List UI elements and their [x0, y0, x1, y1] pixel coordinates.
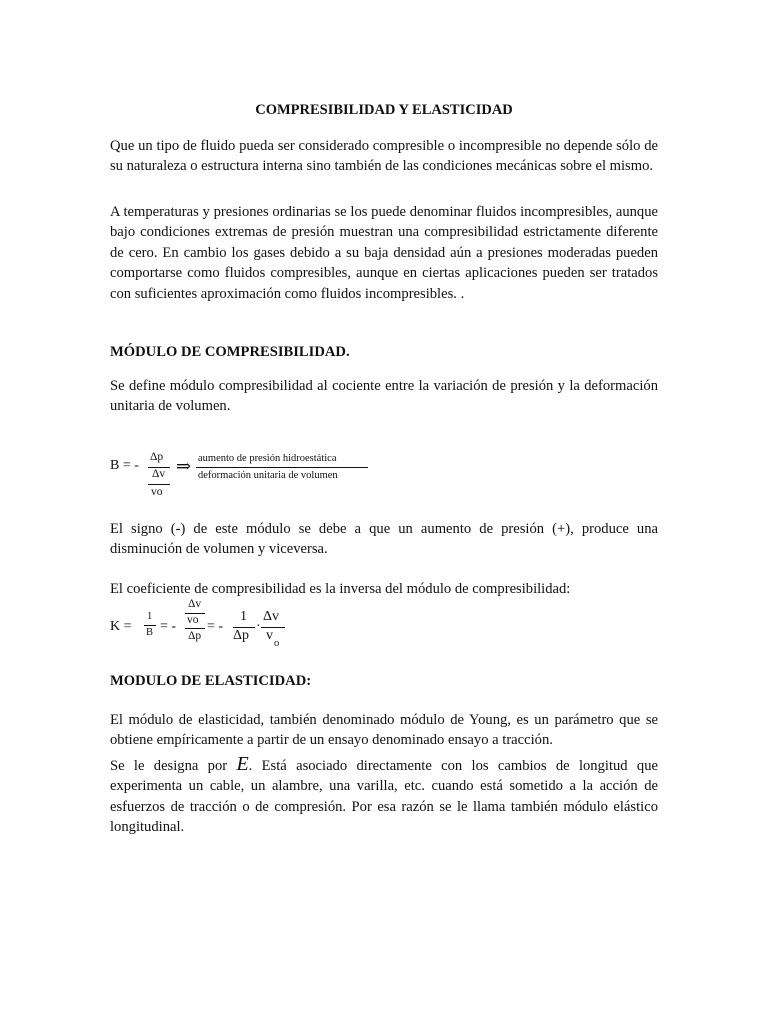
section-heading-compresibilidad: MÓDULO DE COMPRESIBILIDAD.: [110, 344, 350, 360]
eq-k-f1-den: B: [146, 627, 154, 638]
eq-k-f1-num: 1: [147, 611, 153, 622]
eq-b-text-numerator: aumento de presión hidroestática: [198, 453, 337, 464]
elasticity-paragraph-1: El módulo de elasticidad, también denominado módulo de Young, es un parámetro que se obtiene empíricamente a partir de un ensayo denominado ensayo a tracción.: [110, 712, 658, 749]
eq-k-lhs: K =: [110, 619, 132, 634]
eq-k-dot: ·: [256, 619, 261, 634]
eq-b-inner-bar: [148, 484, 170, 485]
eq-k-equals-1: = -: [160, 619, 177, 634]
eq-b-den-top: Δv: [152, 468, 166, 480]
coefficient-note: El coeficiente de compresibilidad es la inversa del módulo de compresibilidad:: [110, 581, 571, 597]
eq-k-f3-num: 1: [240, 609, 247, 624]
definition-paragraph: Se define módulo compresibilidad al cociente entre la variación de presión y la deformación unitaria de volumen.: [110, 378, 658, 415]
eq-b-text-denominator: deformación unitaria de volumen: [198, 470, 338, 481]
eq-k-f2-num-top: Δv: [188, 598, 202, 610]
eq-k-f4-bar: [261, 627, 285, 628]
elasticity-paragraph-2: [110, 753, 658, 838]
eq-b-den-bottom: vo: [151, 486, 163, 498]
intro-paragraph-1: Que un tipo de fluido pueda ser considerado compresible o incompresible no depende sólo de su naturaleza o estructura interna sino también de las condiciones mecánicas sobre el mismo.: [110, 138, 658, 175]
section-heading-elasticidad: MODULO DE ELASTICIDAD:: [110, 673, 312, 689]
eq-b-lhs: B = -: [110, 458, 139, 473]
eq-b-numerator: Δp: [150, 451, 164, 463]
eq-k-equals-2: = -: [207, 619, 224, 634]
eq-b-text-bar: [196, 467, 368, 468]
eq-k-f2-num-bottom: vo: [187, 614, 199, 626]
eq-k-f2-den: Δp: [188, 630, 202, 642]
intro-paragraph-2: A temperaturas y presiones ordinarias se los puede denominar fluidos incompresibles, aunque bajo condiciones extremas de presión muestran una compresibilidad estrictamente diferente de cero. En cambio los gases debido a su baja densidad aún a presiones moderadas pueden comportarse como fluidos compresibles, aunque en ciertas aplicaciones pueden ser tratados con suficientes aproximación como fluidos incompresibles. .: [110, 204, 658, 302]
eq-k-f4-num: Δv: [263, 609, 280, 624]
elasticity-paragraph-2-body: . Está asociado directamente con los cambios de longitud que experimenta un cable, un alambre, una varilla, etc. cuando está sometido a la acción de esfuerzos de tracción o de compresión. Por esa razón se le llama también módulo elástico longitudinal.: [110, 758, 658, 836]
eq-k-f4-subscript: o: [274, 638, 280, 649]
eq-k-f4-den: v: [266, 628, 273, 643]
eq-k-f1-bar: [144, 625, 156, 626]
eq-k-f3-den: Δp: [233, 628, 250, 643]
elasticity-paragraph-2-lead: Se le designa por: [110, 758, 228, 774]
document-title: COMPRESIBILIDAD Y ELASTICIDAD: [255, 102, 513, 118]
young-modulus-symbol: E: [236, 753, 249, 775]
eq-k-f2-bar: [185, 628, 205, 629]
implies-arrow-icon: ⇒: [176, 456, 192, 476]
sign-note-paragraph: El signo (-) de este módulo se debe a que un aumento de presión (+), produce una disminución de volumen y viceversa.: [110, 521, 658, 558]
